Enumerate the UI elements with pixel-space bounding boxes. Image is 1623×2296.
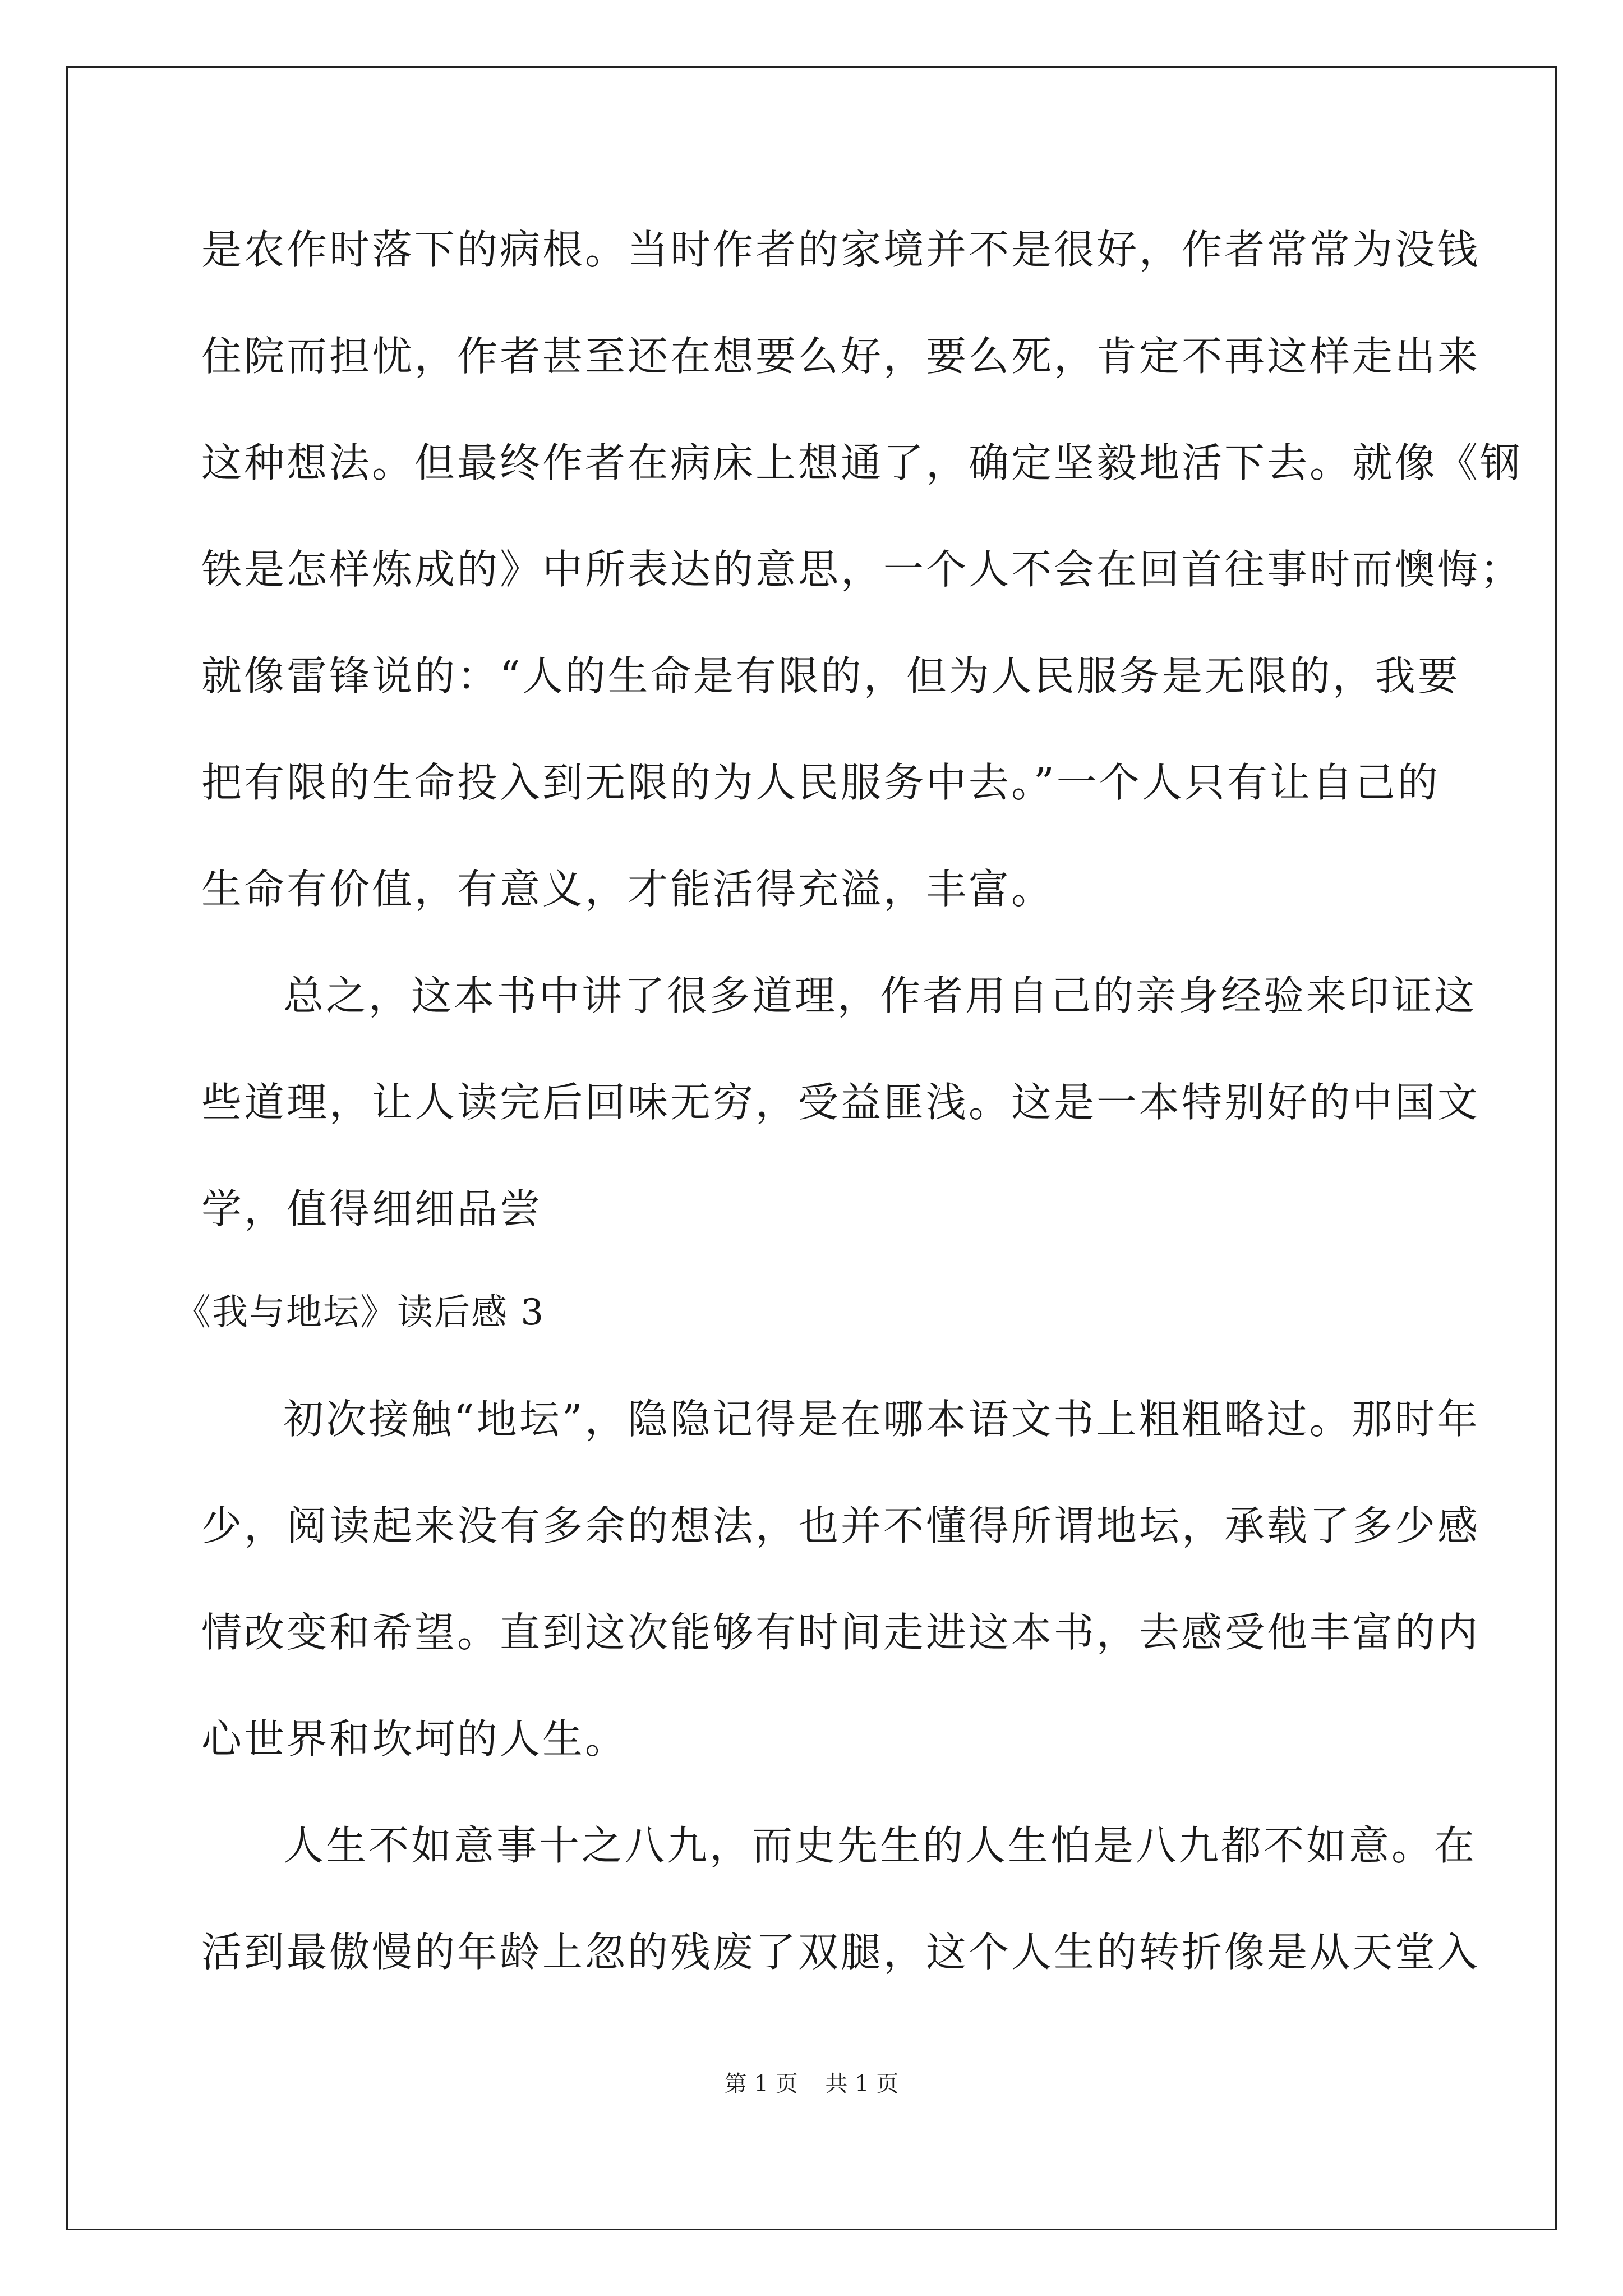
text-line: 人生不如意事十之八九，而史先生的人生怕是八九都不如意。在 (283, 1822, 1477, 1869)
text-line: 这种想法。但最终作者在病床上想通了，确定坚毅地活下去。就像《钢 (201, 439, 1523, 486)
text-line: 就像雷锋说的：“人的生命是有限的，但为人民服务是无限的，我要 (201, 652, 1460, 700)
text-line: 住院而担忧，作者甚至还在想要么好，要么死，肯定不再这样走出来 (201, 333, 1481, 380)
page-frame (66, 66, 1557, 2230)
text-line: 初次接触“地坛”，隐隐记得是在哪本语文书上粗粗略过。那时年 (283, 1396, 1480, 1443)
text-line: 些道理，让人读完后回味无穷，受益匪浅。这是一本特别好的中国文 (201, 1079, 1481, 1126)
page-footer (0, 2067, 1623, 2101)
text-line: 学，值得细细品尝 (201, 1185, 543, 1232)
page-total: 共 1 页 (825, 2071, 899, 2097)
page-number: 第 1 页 (724, 2071, 798, 2097)
text-line: 是农作时落下的病根。当时作者的家境并不是很好，作者常常为没钱 (201, 226, 1481, 273)
text-line: 把有限的生命投入到无限的为人民服务中去。”一个人只有让自己的 (201, 759, 1440, 806)
text-line: 铁是怎样炼成的》中所表达的意思，一个人不会在回首往事时而懊悔； (201, 546, 1523, 593)
text-line: 心世界和坎坷的人生。 (201, 1715, 628, 1763)
text-line: 总之，这本书中讲了很多道理，作者用自己的亲身经验来印证这 (283, 972, 1477, 1019)
text-line: 少，阅读起来没有多余的想法，也并不懂得所谓地坛，承载了多少感 (201, 1502, 1481, 1549)
text-line: 生命有价值，有意义，才能活得充溢，丰富。 (201, 866, 1054, 913)
text-line: 活到最傲慢的年龄上忽的残废了双腿，这个人生的转折像是从天堂入 (201, 1929, 1481, 1976)
section-heading: 《我与地坛》读后感 3 (175, 1292, 545, 1333)
text-line: 情改变和希望。直到这次能够有时间走进这本书，去感受他丰富的内 (201, 1609, 1481, 1656)
